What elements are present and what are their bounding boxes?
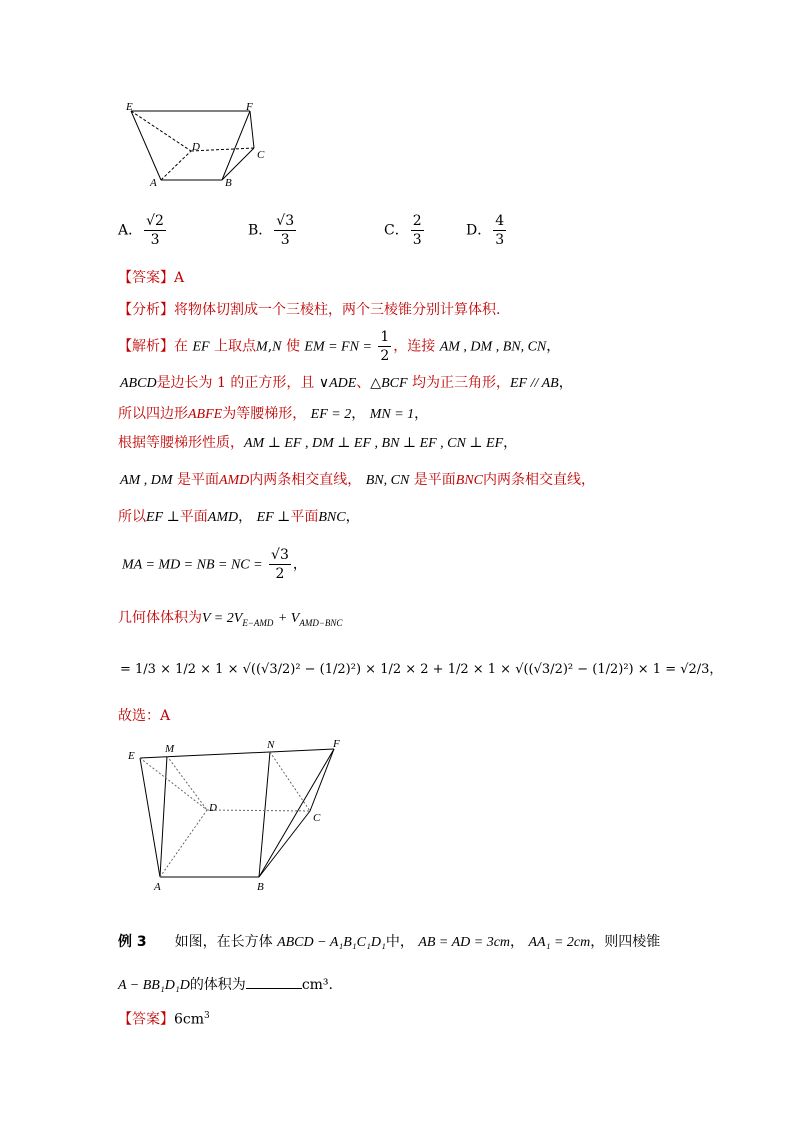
answer-tag: 【答案】 — [118, 270, 174, 286]
solution-line-3: 所以四边形ABFE为等腰梯形， EF = 2， MN = 1， — [118, 406, 429, 422]
option-a: A． $\frac{√2}{3}$ — [118, 213, 164, 248]
analysis-line — [118, 300, 500, 320]
example-3-tag: 例 3 — [118, 934, 147, 950]
solution-line-1: 【解析】在 EF 上取点M,N 使 EM = FN = $\frac{1}{2}$ ，连接 AM , DM , BN, CN， — [118, 329, 561, 364]
label-d: D — [209, 802, 217, 814]
label-b: B — [257, 881, 264, 893]
option-b: B． $\frac{√3}{3}$ — [248, 213, 295, 248]
analysis-text: 将物体切割成一个三棱柱，两个三棱锥分别计算体积. — [174, 302, 501, 318]
label-f: F — [246, 101, 253, 113]
solution-tag: 【解析】 — [118, 338, 174, 355]
solution-line-2: ABCD是边长为 1 的正方形，且 ∨ADE、△BCF 均为正三角形，EF // AB， — [120, 375, 573, 391]
example-3-line-2: A − BB₁D₁D的体积为 cm³. — [118, 974, 333, 996]
figure-1-trapezoid-solid — [120, 98, 280, 198]
label-c: C — [313, 812, 321, 824]
label-a: A — [150, 177, 157, 189]
solution-line-9-formula: = 1/3 × 1/2 × 1 × √((√3/2)² − (1/2)²) × 1/2 × 2 + 1/2 × 1 × √((√3/2)² − (1/2)²) × 1 = √2/3， — [120, 662, 723, 677]
answer-value: A — [174, 270, 185, 286]
conclusion-line: 故选：A — [118, 708, 171, 724]
analysis-tag: 【分析】 — [118, 302, 174, 318]
label-m: M — [165, 743, 175, 755]
label-n: N — [267, 739, 275, 751]
figure-2-cut-solid — [120, 735, 360, 895]
solution-line-7: MA = MD = NB = NC = $\frac{√3}{2}$ ， — [122, 547, 307, 582]
label-c: C — [257, 149, 265, 161]
option-c: C． $\frac{2}{3}$ — [384, 213, 422, 248]
label-a: A — [154, 881, 161, 893]
solution-line-8: 几何体体积为$V = 2V_{E-AMD} + V_{AMD-BNC}$ — [118, 610, 343, 628]
label-e: E — [126, 101, 133, 113]
answer-line — [118, 268, 184, 288]
solution-line-6: 所以EF ⊥平面AMD， EF ⊥平面BNC， — [118, 509, 360, 525]
label-f: F — [333, 738, 340, 750]
option-d: D． $\frac{4}{3}$ — [466, 213, 505, 248]
solution-line-5: AM , DM 是平面AMD内两条相交直线， BN, CN 是平面BNC内两条相交直线， — [120, 472, 595, 488]
solution-line-4: 根据等腰梯形性质，AM ⊥ EF , DM ⊥ EF , BN ⊥ EF , CN ⊥ EF， — [118, 435, 518, 451]
answer-blank — [246, 974, 302, 989]
label-b: B — [225, 177, 232, 189]
label-e: E — [128, 750, 135, 762]
example-3-line-1: 例 3 如图，在长方体 ABCD − A₁B₁C₁D₁中， AB = AD = 3cm， AA₁ = 2cm，则四棱锥 — [118, 934, 661, 950]
answer-3-line: 【答案】$6cm^3$ — [118, 1011, 210, 1028]
label-d: D — [192, 141, 200, 153]
